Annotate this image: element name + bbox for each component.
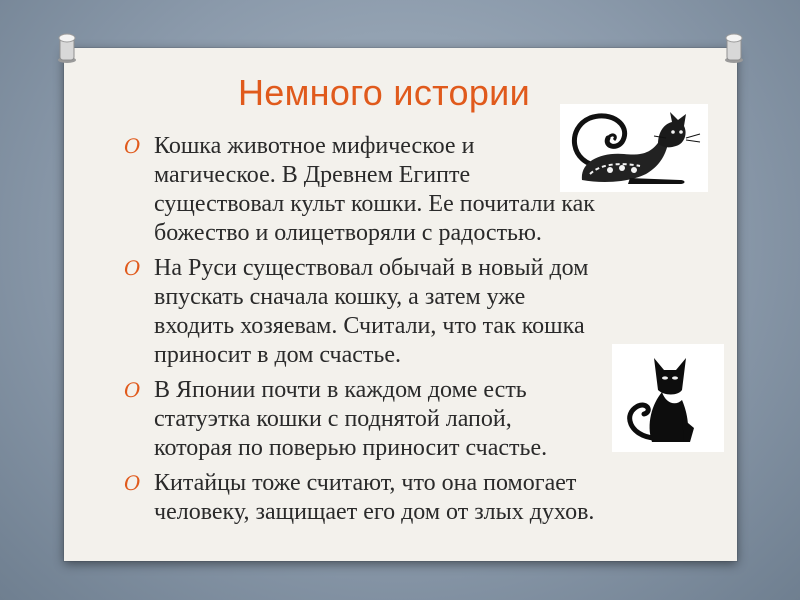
- bullet-item: [124, 469, 684, 527]
- bullet-text: В Японии почти в каждом доме есть статуэтка кошки с поднятой лапой, которая по поверью приносит счастье.: [154, 377, 548, 461]
- bullet-marker: O: [124, 134, 141, 158]
- bullet-item: [124, 376, 684, 463]
- pushpin-icon: [54, 30, 80, 64]
- bullet-marker: O: [124, 471, 141, 495]
- bullet-marker: O: [124, 256, 141, 280]
- bullet-text: Кошка животное мифическое и магическое. В Древнем Египте существовал культ кошки. Ее почитали как божество и олицетворяли с радостью.: [154, 133, 595, 246]
- bullet-text: Китайцы тоже считают, что она помогает человеку, защищает его дом от злых духов.: [154, 470, 595, 525]
- bullet-text: На Руси существовал обычай в новый дом впускать сначала кошку, а затем уже входить хозяевам. Считали, что так кошка приносит в дом счастье.: [154, 255, 589, 368]
- bullet-item: [124, 254, 684, 370]
- bullet-list: [124, 132, 684, 533]
- pushpin-icon: [721, 30, 747, 64]
- bullet-item: [124, 132, 684, 248]
- bullet-marker: O: [124, 378, 141, 402]
- slide-title: Немного истории: [238, 72, 530, 113]
